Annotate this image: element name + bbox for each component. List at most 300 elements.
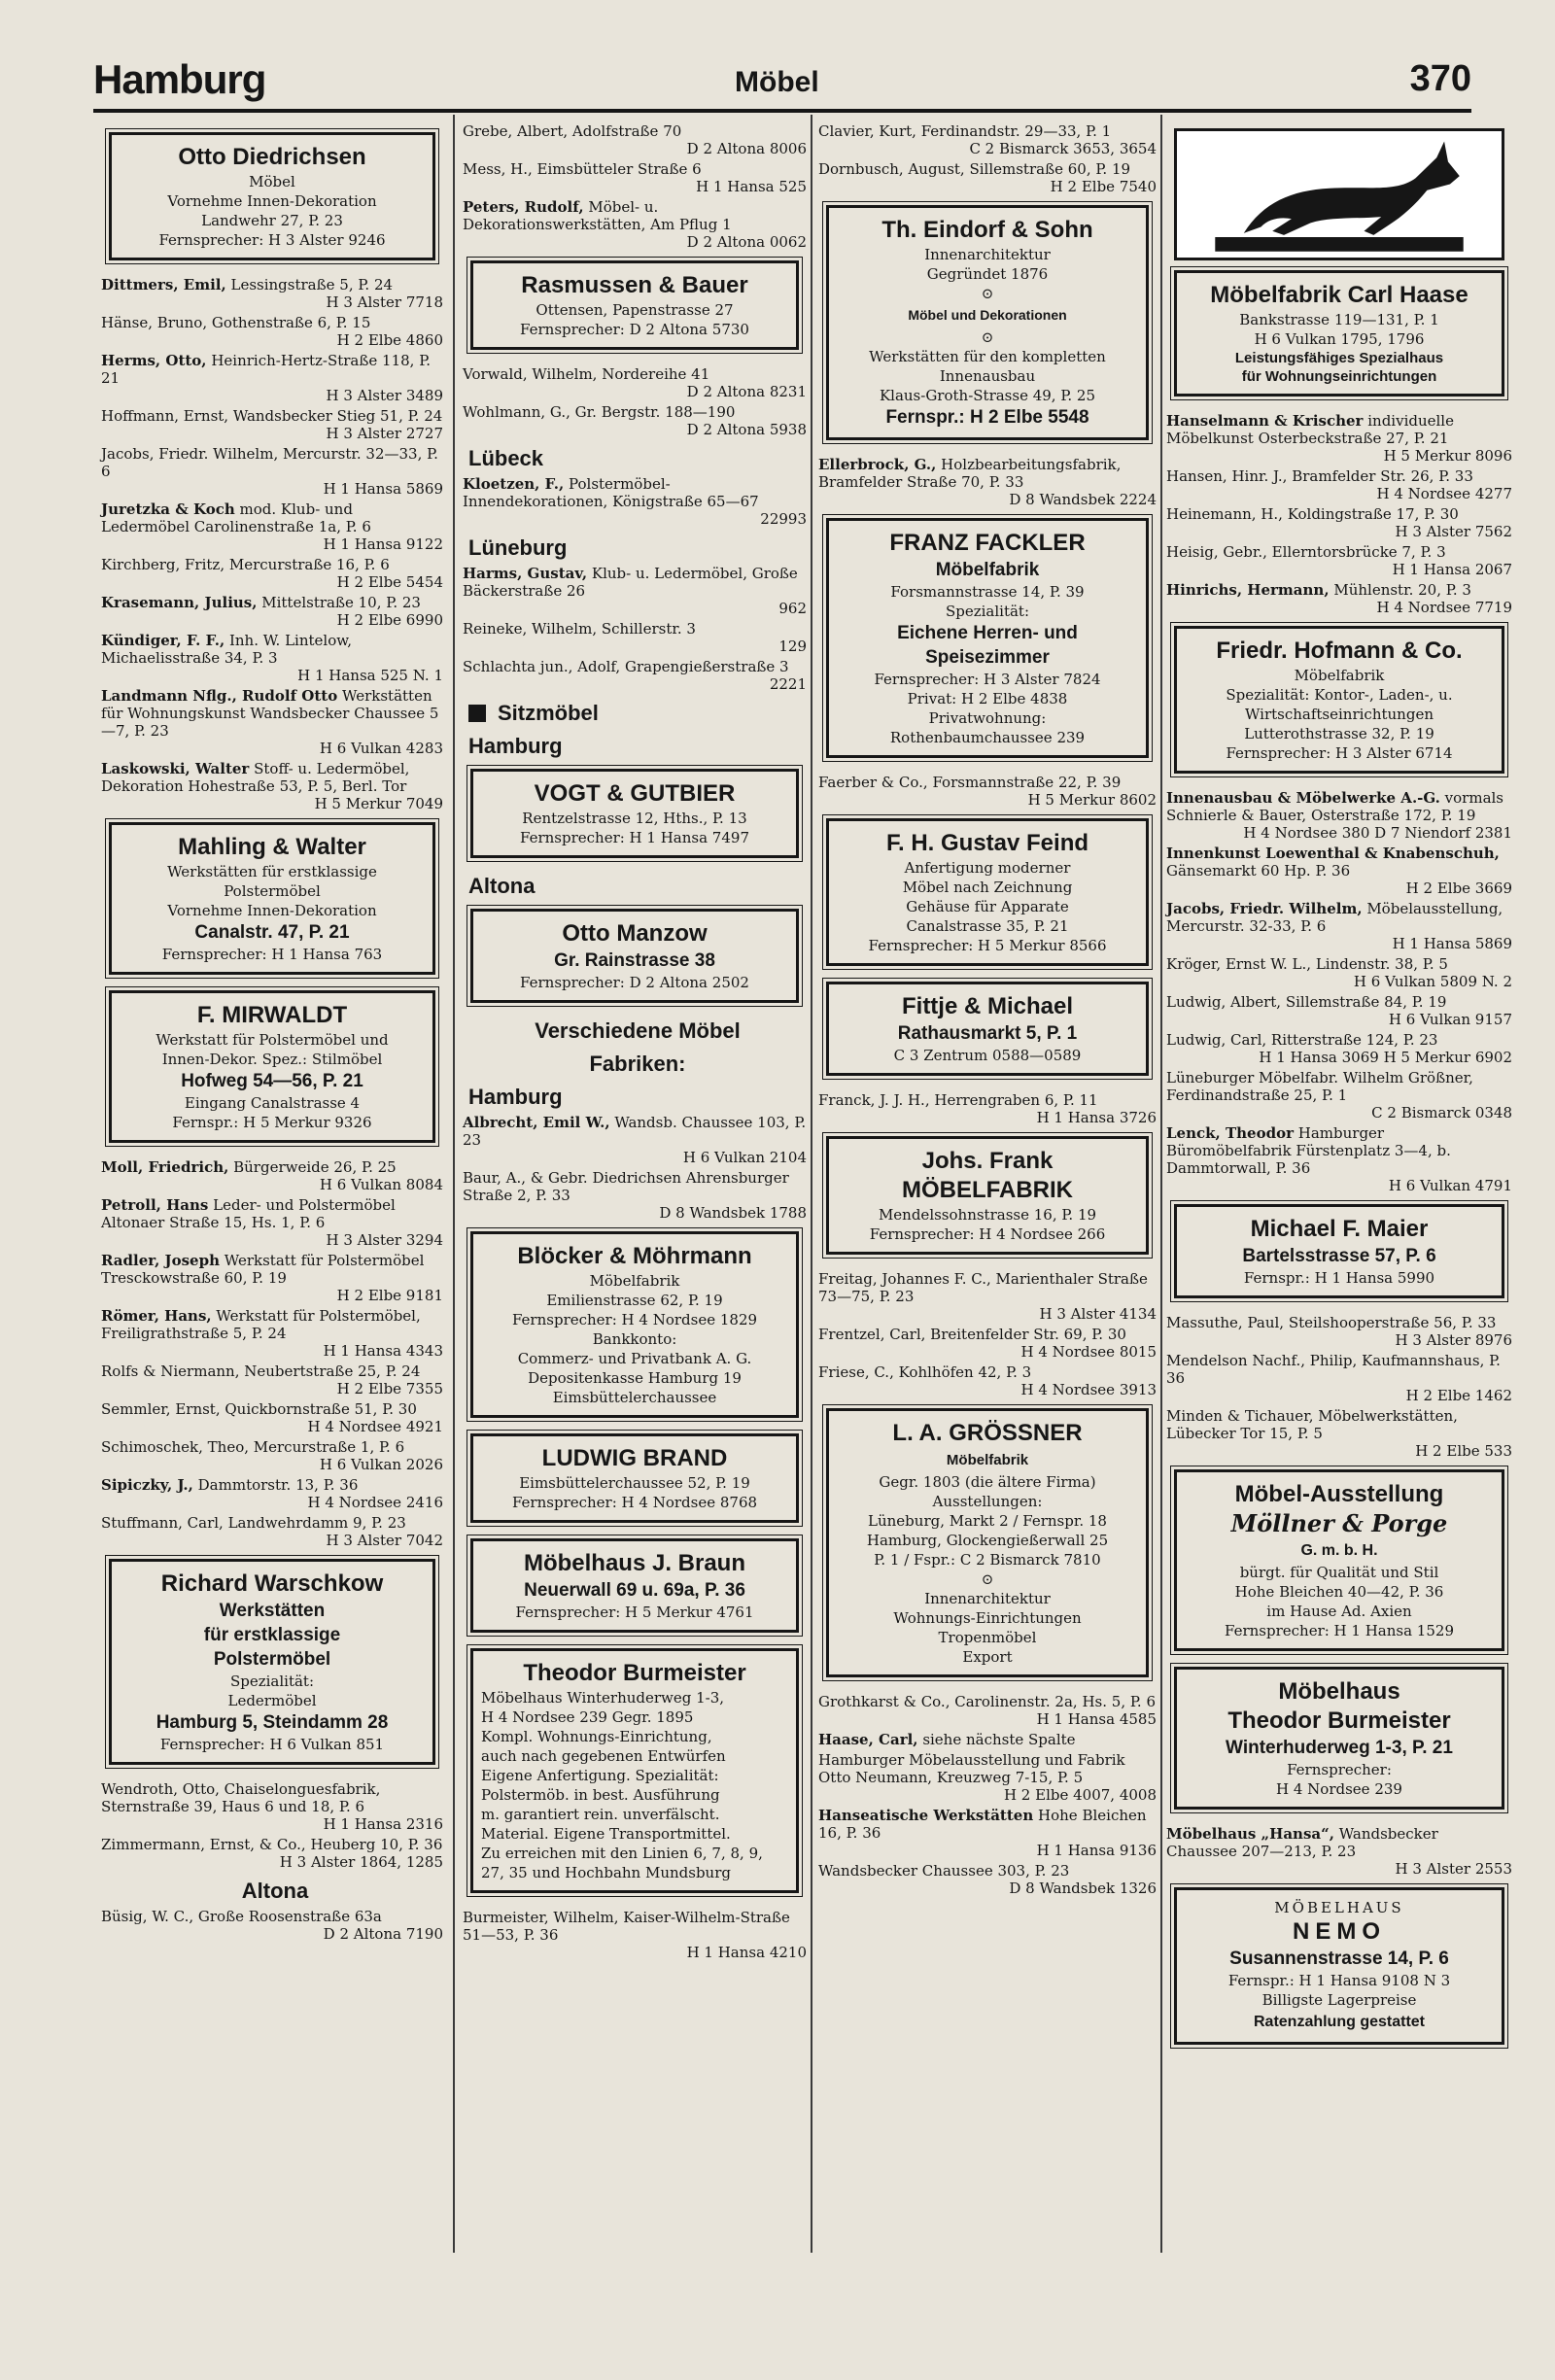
ad-line: Bankkonto: bbox=[592, 1330, 677, 1348]
header-city: Hamburg bbox=[93, 56, 266, 102]
directory-entry bbox=[818, 1326, 1157, 1361]
ad-line: bürgt. für Qualität und Stil bbox=[1239, 1564, 1439, 1581]
entry-details: Gänsemarkt 60 Hp. P. 36 bbox=[1166, 862, 1351, 880]
entry-name: Landmann Nflg., Rudolf Otto bbox=[101, 687, 338, 705]
ad-title: Th. Eindorf & Sohn bbox=[881, 217, 1093, 243]
entry-phone: H 4 Nordsee 2416 bbox=[307, 1494, 443, 1511]
ad-line: C 3 Zentrum 0588—0589 bbox=[893, 1047, 1082, 1064]
entry-phone: D 2 Altona 8231 bbox=[686, 383, 807, 400]
entry-phone: H 3 Alster 7718 bbox=[326, 293, 443, 311]
entry-details: Mittelstraße 10, P. 23 bbox=[261, 594, 421, 611]
ad-title: Möbelfabrik Carl Haase bbox=[1210, 282, 1469, 308]
entry-list bbox=[1166, 412, 1512, 616]
column-divider bbox=[811, 115, 812, 2253]
directory-entry bbox=[463, 1114, 807, 1166]
entry-phone: H 4 Nordsee 3913 bbox=[1020, 1381, 1157, 1398]
entry-name: Moll, Friedrich, bbox=[101, 1158, 229, 1176]
ad-line: Gehäuse für Apparate bbox=[906, 898, 1069, 915]
entry-details: Wohlmann, G., Gr. Bergstr. 188—190 bbox=[463, 403, 736, 421]
entry-name: Kündiger, F. F., bbox=[101, 632, 225, 649]
directory-entry bbox=[101, 1158, 443, 1193]
directory-entry bbox=[101, 407, 443, 442]
entry-details: Frentzel, Carl, Breitenfelder Str. 69, P. 30 bbox=[818, 1326, 1126, 1343]
entry-details: Kröger, Ernst W. L., Lindenstr. 38, P. 5 bbox=[1166, 955, 1448, 973]
directory-entry bbox=[101, 1362, 443, 1397]
entry-phone: H 6 Vulkan 2026 bbox=[319, 1456, 443, 1473]
ad-theodor-burmeister bbox=[470, 1648, 799, 1893]
header-section: Möbel bbox=[735, 66, 819, 98]
ad-friedr-hofmann bbox=[1174, 626, 1504, 774]
ad-subtitle: MÖBELFABRIK bbox=[902, 1177, 1073, 1203]
entry-details: Ludwig, Albert, Sillemstraße 84, P. 19 bbox=[1166, 993, 1447, 1011]
entry-details: individuelle Möbelkunst Osterbeckstraße 27, P. 21 bbox=[1166, 412, 1454, 447]
ad-line: Innenarchitektur bbox=[924, 246, 1051, 263]
entry-details: Heinemann, H., Koldingstraße 17, P. 30 bbox=[1166, 505, 1459, 523]
entry-phone: D 8 Wandsbek 1326 bbox=[1009, 1880, 1157, 1897]
directory-entry bbox=[101, 1307, 443, 1360]
entry-phone: H 4 Nordsee 8015 bbox=[1020, 1343, 1157, 1361]
entry-details: Grebe, Albert, Adolfstraße 70 bbox=[463, 122, 682, 140]
entry-phone: H 1 Hansa 2316 bbox=[323, 1815, 443, 1833]
directory-entry bbox=[101, 1780, 443, 1833]
ad-title: LUDWIG BRAND bbox=[541, 1445, 728, 1471]
entry-name: Harms, Gustav, bbox=[463, 565, 588, 582]
directory-entry bbox=[818, 774, 1157, 809]
directory-entry bbox=[818, 1693, 1157, 1728]
directory-entry bbox=[463, 1909, 807, 1961]
entry-details: Mess, H., Eimsbütteler Straße 6 bbox=[463, 160, 702, 178]
entry-details: Hamburger Büromöbelfabrik Fürstenplatz 3—4, b. Dammtorwall, P. 36 bbox=[1166, 1124, 1451, 1177]
entry-details: Möbel- u. Dekorationswerkstätten, Am Pflug 1 bbox=[463, 198, 732, 233]
entry-details: Hamburger Möbelausstellung und Fabrik Otto Neumann, Kreuzweg 7-15, P. 5 bbox=[818, 1751, 1125, 1786]
ad-line: Innenarchitektur bbox=[924, 1590, 1051, 1607]
ad-mahling-walter bbox=[109, 822, 435, 975]
directory-entry bbox=[101, 1514, 443, 1549]
entry-phone: H 1 Hansa 5869 bbox=[1392, 935, 1512, 952]
ad-line: Material. Eigene Transportmittel. bbox=[481, 1825, 731, 1843]
ad-line: im Hause Ad. Axien bbox=[1266, 1603, 1412, 1620]
ad-line: Landwehr 27, P. 23 bbox=[201, 212, 343, 229]
entry-phone: D 2 Altona 8006 bbox=[686, 140, 807, 157]
entry-details: Wendroth, Otto, Chaiselonguesfabrik, Sternstraße 39, Haus 6 und 18, P. 6 bbox=[101, 1780, 381, 1815]
entry-phone: H 1 Hansa 2067 bbox=[1392, 561, 1512, 578]
entry-details: Möbelausstellung, Mercurstr. 32-33, P. 6 bbox=[1166, 900, 1503, 935]
entry-details: Büsig, W. C., Große Roosenstraße 63a bbox=[101, 1908, 382, 1925]
directory-entry bbox=[463, 658, 807, 693]
directory-entry bbox=[101, 445, 443, 498]
entry-details: Werkstatt für Polstermöbel Tresckowstraße 60, P. 19 bbox=[101, 1252, 425, 1287]
directory-entry bbox=[101, 352, 443, 404]
entry-details: Werkstatt für Polstermöbel, Freiligrathstraße 5, P. 24 bbox=[101, 1307, 421, 1342]
directory-entry bbox=[101, 1438, 443, 1473]
ad-line: Commerz- und Privatbank A. G. bbox=[517, 1350, 752, 1367]
ad-line: für erstklassige bbox=[203, 1625, 341, 1645]
entry-list bbox=[463, 475, 807, 528]
ad-line: Klaus-Groth-Strasse 49, P. 25 bbox=[879, 387, 1096, 404]
directory-entry bbox=[101, 687, 443, 757]
entry-phone: H 3 Alster 1864, 1285 bbox=[279, 1853, 443, 1871]
ad-mirwaldt bbox=[109, 990, 435, 1143]
directory-entry bbox=[818, 1270, 1157, 1323]
ad-line: Fernsprecher: H 4 Nordsee 266 bbox=[869, 1225, 1106, 1243]
ad-subtitle: Möbelfabrik bbox=[946, 1452, 1029, 1468]
entry-details: Faerber & Co., Forsmannstraße 22, P. 39 bbox=[818, 774, 1122, 791]
entry-name: Jacobs, Friedr. Wilhelm, bbox=[1166, 900, 1363, 917]
ad-title: VOGT & GUTBIER bbox=[534, 780, 736, 807]
entry-phone: H 3 Alster 2727 bbox=[326, 425, 443, 442]
entry-list bbox=[463, 122, 807, 251]
ad-rasmussen-bauer bbox=[470, 260, 799, 350]
page-number: 370 bbox=[1409, 58, 1471, 99]
ad-title: Theodor Burmeister bbox=[523, 1660, 746, 1686]
entry-phone: C 2 Bismarck 0348 bbox=[1371, 1104, 1512, 1121]
directory-entry bbox=[101, 1476, 443, 1511]
entry-details: Minden & Tichauer, Möbelwerkstätten, Lübecker Tor 15, P. 5 bbox=[1166, 1407, 1458, 1442]
entry-name: Innenkunst Loewenthal & Knabenschuh, bbox=[1166, 845, 1500, 862]
ad-line: Bartelsstrasse 57, P. 6 bbox=[1242, 1246, 1436, 1266]
ad-line: Gr. Rainstrasse 38 bbox=[554, 950, 715, 971]
ad-line: Innen-Dekor. Spez.: Stilmöbel bbox=[161, 1051, 383, 1068]
ad-line: Hamburg 5, Steindamm 28 bbox=[156, 1712, 389, 1733]
directory-entry bbox=[818, 1363, 1157, 1398]
directory-entry bbox=[1166, 1069, 1512, 1121]
ad-line: Fernspr.: H 1 Hansa 9108 N 3 bbox=[1227, 1972, 1451, 1989]
ad-line: Möbelhaus Winterhuderweg 1-3, bbox=[481, 1689, 725, 1707]
ad-vogt-gutbier bbox=[470, 769, 799, 858]
ad-line: Canalstr. 47, P. 21 bbox=[194, 922, 350, 943]
ornament-icon: ⊙ bbox=[981, 1570, 994, 1588]
ad-line: Theodor Burmeister bbox=[1227, 1707, 1451, 1734]
ad-fackler bbox=[826, 518, 1149, 758]
entry-name: Petroll, Hans bbox=[101, 1196, 209, 1214]
entry-details: Hohe Bleichen 16, P. 36 bbox=[818, 1807, 1147, 1842]
entry-phone: H 1 Hansa 525 bbox=[696, 178, 807, 195]
entry-name: Krasemann, Julius, bbox=[101, 594, 258, 611]
directory-entry bbox=[463, 620, 807, 655]
directory-entry bbox=[101, 1252, 443, 1304]
directory-entry bbox=[101, 1400, 443, 1435]
ad-line: Eichene Herren- und bbox=[897, 623, 1078, 643]
entry-phone: D 8 Wandsbek 1788 bbox=[659, 1204, 807, 1222]
entry-details: Dammtorstr. 13, P. 36 bbox=[197, 1476, 359, 1494]
ad-title: Rasmussen & Bauer bbox=[521, 272, 748, 298]
ad-line: Ottensen, Papenstrasse 27 bbox=[536, 301, 734, 319]
ad-line: Fernspr.: H 5 Merkur 9326 bbox=[172, 1114, 372, 1131]
directory-entry bbox=[101, 594, 443, 629]
ad-line: Fernsprecher: H 4 Nordsee 1829 bbox=[511, 1311, 758, 1328]
ad-line: Fernspr.: H 1 Hansa 5990 bbox=[1243, 1269, 1435, 1287]
ad-line: H 6 Vulkan 1795, 1796 bbox=[1254, 330, 1425, 348]
ad-line: Polstermöbel bbox=[224, 882, 321, 900]
entry-name: Lenck, Theodor bbox=[1166, 1124, 1294, 1142]
directory-entry bbox=[1166, 1314, 1512, 1349]
ad-line: Kompl. Wohnungs-Einrichtung, bbox=[481, 1728, 712, 1745]
section-subheading: Hamburg bbox=[468, 734, 563, 758]
ad-michael-maier bbox=[1174, 1204, 1504, 1298]
ad-diedrichsen bbox=[109, 132, 435, 260]
ad-line: Wirtschaftseinrichtungen bbox=[1245, 706, 1434, 723]
entry-name: Hanseatische Werkstätten bbox=[818, 1807, 1034, 1824]
ad-line: Ausstellungen: bbox=[932, 1493, 1043, 1510]
entry-phone: C 2 Bismarck 3653, 3654 bbox=[969, 140, 1157, 157]
ad-title: Otto Diedrichsen bbox=[178, 144, 366, 170]
ad-line: für Wohnungseinrichtungen bbox=[1241, 368, 1437, 385]
ornament-icon: ⊙ bbox=[981, 285, 994, 302]
entry-details: Grothkarst & Co., Carolinenstr. 2a, Hs. 5, P. 6 bbox=[818, 1693, 1156, 1710]
ad-line: Tropenmöbel bbox=[938, 1629, 1037, 1646]
column-divider bbox=[453, 115, 455, 2253]
column-divider bbox=[1160, 115, 1162, 2253]
entry-list bbox=[1166, 1314, 1512, 1460]
entry-details: Wandsbecker Chaussee 207—213, P. 23 bbox=[1166, 1825, 1438, 1860]
ad-line: Eigene Anfertigung. Spezialität: bbox=[481, 1767, 719, 1784]
entry-phone: H 4 Nordsee 4921 bbox=[307, 1418, 443, 1435]
ad-line: 27, 35 und Hochbahn Mundsburg bbox=[481, 1864, 731, 1881]
entry-phone: H 3 Alster 7562 bbox=[1395, 523, 1512, 540]
entry-phone: H 5 Merkur 8096 bbox=[1383, 447, 1512, 465]
entry-name: Haase, Carl, bbox=[818, 1731, 918, 1748]
ad-line: H 4 Nordsee 239 bbox=[1276, 1780, 1402, 1798]
directory-entry bbox=[1166, 1352, 1512, 1404]
directory-entry bbox=[818, 1807, 1157, 1859]
entry-phone: H 5 Merkur 7049 bbox=[314, 795, 443, 812]
entry-details: Lüneburger Möbelfabr. Wilhelm Größner, Ferdinandstraße 25, P. 1 bbox=[1166, 1069, 1473, 1104]
ad-line: Möbel bbox=[249, 173, 295, 190]
entry-name: Albrecht, Emil W., bbox=[463, 1114, 610, 1131]
entry-details: Wandsbecker Chaussee 303, P. 23 bbox=[818, 1862, 1070, 1880]
entry-details: Mendelson Nachf., Philip, Kaufmannshaus, P. 36 bbox=[1166, 1352, 1501, 1387]
entry-details: Reineke, Wilhelm, Schillerstr. 3 bbox=[463, 620, 696, 638]
ad-line: Ratenzahlung gestattet bbox=[1253, 2014, 1425, 2030]
ad-johs-frank bbox=[826, 1136, 1149, 1255]
ad-moebelhaus-nemo bbox=[1174, 1887, 1504, 2045]
ad-ludwig-brand bbox=[470, 1433, 799, 1523]
ad-line: Wohnungs-Einrichtungen bbox=[893, 1609, 1082, 1627]
directory-entry bbox=[463, 198, 807, 251]
entry-phone: 2221 bbox=[769, 675, 807, 693]
column-1 bbox=[101, 122, 443, 1946]
ad-line: Rothenbaumchaussee 239 bbox=[889, 729, 1086, 746]
ad-line: Speisezimmer bbox=[925, 647, 1050, 668]
ad-line: Susannenstrasse 14, P. 6 bbox=[1229, 1949, 1449, 1969]
ad-line: Hohe Bleichen 40—42, P. 36 bbox=[1234, 1583, 1444, 1601]
section-subheading: Hamburg bbox=[468, 1085, 563, 1109]
ad-line: Gegr. 1803 (die ältere Firma) bbox=[879, 1473, 1096, 1491]
entry-details: Stoff- u. Ledermöbel, Dekoration Hohestraße 53, P. 5, Berl. Tor bbox=[101, 760, 410, 795]
entry-name: Innenausbau & Möbelwerke A.-G. bbox=[1166, 789, 1440, 807]
ad-title: Richard Warschkow bbox=[160, 1570, 384, 1597]
entry-phone: H 2 Elbe 3669 bbox=[1405, 880, 1512, 897]
entry-details: Ludwig, Carl, Ritterstraße 124, P. 23 bbox=[1166, 1031, 1438, 1049]
entry-list bbox=[818, 774, 1157, 809]
ad-fittje-michael bbox=[826, 982, 1149, 1076]
ad-groessner bbox=[826, 1408, 1149, 1677]
ad-line: Mendelssohnstrasse 16, P. 19 bbox=[878, 1206, 1097, 1224]
ad-carl-haase bbox=[1174, 270, 1504, 397]
entry-phone: H 1 Hansa 525 N. 1 bbox=[297, 667, 443, 684]
entry-details: Holzbearbeitungsfabrik, Bramfelder Straße 70, P. 33 bbox=[818, 456, 1122, 491]
ad-manzow bbox=[470, 909, 799, 1003]
directory-entry bbox=[1166, 505, 1512, 540]
entry-phone: H 1 Hansa 5869 bbox=[323, 480, 443, 498]
entry-details: Kirchberg, Fritz, Mercurstraße 16, P. 6 bbox=[101, 556, 390, 573]
directory-entry bbox=[101, 276, 443, 311]
ad-line: Fernsprecher: H 5 Merkur 4761 bbox=[515, 1604, 754, 1621]
ad-line: Zu erreichen mit den Linien 6, 7, 8, 9, bbox=[481, 1845, 763, 1862]
ad-eindorf bbox=[826, 205, 1149, 440]
entry-name: Herms, Otto, bbox=[101, 352, 207, 369]
ad-line: Bankstrasse 119—131, P. 1 bbox=[1239, 311, 1439, 328]
ad-line: Spezialität: bbox=[945, 603, 1030, 620]
directory-entry bbox=[463, 475, 807, 528]
entry-list bbox=[818, 1091, 1157, 1126]
ad-line: Fernsprecher: H 3 Alster 7824 bbox=[874, 671, 1101, 688]
ad-line: Rathausmarkt 5, P. 1 bbox=[897, 1023, 1078, 1044]
entry-list bbox=[818, 1270, 1157, 1398]
ad-title: Möbelhaus bbox=[1278, 1678, 1400, 1705]
ad-line: Gegründet 1876 bbox=[926, 265, 1049, 283]
entry-list bbox=[463, 365, 807, 438]
running-head bbox=[93, 56, 1471, 111]
ad-line: Billigste Lagerpreise bbox=[1261, 1991, 1417, 2009]
ad-line: P. 1 / Fspr.: C 2 Bismarck 7810 bbox=[874, 1551, 1101, 1569]
ad-line: Fernsprecher: D 2 Altona 5730 bbox=[520, 321, 749, 338]
entry-phone: H 3 Alster 3294 bbox=[326, 1231, 443, 1249]
ad-line: Neuerwall 69 u. 69a, P. 36 bbox=[524, 1580, 745, 1601]
entry-phone: H 3 Alster 3489 bbox=[326, 387, 443, 404]
directory-entry bbox=[101, 632, 443, 684]
entry-name: Juretzka & Koch bbox=[101, 500, 235, 518]
entry-phone: H 2 Elbe 9181 bbox=[336, 1287, 443, 1304]
entry-details: mod. Klub- und Ledermöbel Carolinenstraße 1a, P. 6 bbox=[101, 500, 371, 535]
entry-list bbox=[463, 1114, 807, 1222]
entry-phone: H 2 Elbe 5454 bbox=[336, 573, 443, 591]
entry-name: Kloetzen, F., bbox=[463, 475, 565, 493]
directory-entry bbox=[818, 1091, 1157, 1126]
ad-line: Winterhuderweg 1-3, P. 21 bbox=[1226, 1738, 1453, 1758]
entry-list bbox=[101, 1158, 443, 1549]
ad-line: Fernsprecher: H 1 Hansa 7497 bbox=[519, 829, 749, 846]
ad-line: Möbel und Dekorationen bbox=[908, 307, 1067, 323]
entry-details: Hansen, Hinr. J., Bramfelder Str. 26, P. 33 bbox=[1166, 467, 1473, 485]
ad-line: Möbelfabrik bbox=[1294, 667, 1385, 684]
ad-line: Rentzelstrasse 12, Hths., P. 13 bbox=[522, 810, 747, 827]
entry-details: Freitag, Johannes F. C., Marienthaler Straße 73—75, P. 23 bbox=[818, 1270, 1148, 1305]
entry-phone: H 2 Elbe 6990 bbox=[336, 611, 443, 629]
entry-phone: H 2 Elbe 4007, 4008 bbox=[1003, 1786, 1157, 1804]
ad-line: Vornehme Innen-Dekoration bbox=[167, 902, 377, 919]
ad-title: MÖBELHAUS bbox=[1274, 1899, 1404, 1916]
entry-details: Jacobs, Friedr. Wilhelm, Mercurstr. 32—33, P. 6 bbox=[101, 445, 438, 480]
ad-line: Lutterothstrasse 32, P. 19 bbox=[1244, 725, 1434, 742]
ad-line: Möbel nach Zeichnung bbox=[902, 879, 1073, 896]
directory-entry bbox=[1166, 1407, 1512, 1460]
ad-line: Privat: H 2 Elbe 4838 bbox=[907, 690, 1068, 707]
entry-phone: H 6 Vulkan 4791 bbox=[1388, 1177, 1512, 1194]
entry-phone: H 3 Alster 4134 bbox=[1039, 1305, 1157, 1323]
ad-line: Fernspr.: H 2 Elbe 5548 bbox=[885, 407, 1089, 428]
entry-details: Klub- u. Ledermöbel, Große Bäckerstraße 26 bbox=[463, 565, 798, 600]
entry-phone: H 1 Hansa 4343 bbox=[323, 1342, 443, 1360]
ad-line: Fernsprecher: H 1 Hansa 763 bbox=[161, 946, 383, 963]
entry-details: Semmler, Ernst, Quickbornstraße 51, P. 30 bbox=[101, 1400, 417, 1418]
directory-entry bbox=[818, 456, 1157, 508]
entry-phone: H 3 Alster 7042 bbox=[326, 1532, 443, 1549]
section-subheading: Altona bbox=[468, 874, 536, 898]
ad-line: Fernsprecher: H 4 Nordsee 8768 bbox=[511, 1494, 758, 1511]
hare-logo-icon bbox=[1174, 128, 1504, 260]
directory-entry bbox=[1166, 993, 1512, 1028]
entry-details: Hänse, Bruno, Gothenstraße 6, P. 15 bbox=[101, 314, 371, 331]
entry-name: Hinrichs, Hermann, bbox=[1166, 581, 1330, 599]
directory-entry bbox=[1166, 1031, 1512, 1066]
entry-phone: D 2 Altona 5938 bbox=[686, 421, 807, 438]
ad-line: Depositenkasse Hamburg 19 bbox=[528, 1369, 742, 1387]
directory-entry bbox=[1166, 1825, 1512, 1878]
entry-details: Hoffmann, Ernst, Wandsbecker Stieg 51, P. 24 bbox=[101, 407, 443, 425]
ad-line: Emilienstrasse 62, P. 19 bbox=[546, 1292, 723, 1309]
ad-line: auch nach gegebenen Entwürfen bbox=[481, 1747, 726, 1765]
entry-name: Möbelhaus „Hansa“, bbox=[1166, 1825, 1334, 1843]
ad-line: Polstermöbel bbox=[213, 1649, 331, 1670]
column-4 bbox=[1166, 122, 1512, 2060]
entry-name: Römer, Hans, bbox=[101, 1307, 212, 1325]
ad-line: Eimsbüttelerchaussee bbox=[552, 1389, 717, 1406]
directory-entry bbox=[1166, 845, 1512, 897]
ad-line: Privatwohnung: bbox=[928, 709, 1047, 727]
section-heading-altona: Altona bbox=[241, 1879, 309, 1903]
entry-phone: H 4 Nordsee 7719 bbox=[1376, 599, 1512, 616]
entry-details: Inh. W. Lintelow, Michaelisstraße 34, P. 3 bbox=[101, 632, 353, 667]
entry-name: Hanselmann & Krischer bbox=[1166, 412, 1364, 430]
section-heading-verschiedene: Verschiedene Möbel bbox=[535, 1018, 741, 1043]
ad-line: Werkstätten für den kompletten bbox=[869, 348, 1106, 365]
entry-phone: H 1 Hansa 3069 H 5 Merkur 6902 bbox=[1259, 1049, 1512, 1066]
directory-entry bbox=[1166, 955, 1512, 990]
ad-line: Anfertigung moderner bbox=[904, 859, 1071, 877]
ad-line: G. m. b. H. bbox=[1300, 1542, 1378, 1559]
directory-entry bbox=[101, 1908, 443, 1943]
ad-line: Fernsprecher: H 6 Vulkan 851 bbox=[159, 1736, 385, 1753]
entry-phone: H 2 Elbe 4860 bbox=[336, 331, 443, 349]
ad-line: Eingang Canalstrasse 4 bbox=[184, 1094, 361, 1112]
entry-details: vormals Schnierle & Bauer, Osterstraße 172, P. 19 bbox=[1166, 789, 1504, 824]
ad-line: Fernsprecher: H 5 Merkur 8566 bbox=[868, 937, 1107, 954]
ad-line: Export bbox=[962, 1648, 1013, 1666]
ad-line: Eimsbüttelerchaussee 52, P. 19 bbox=[519, 1474, 750, 1492]
directory-entry bbox=[101, 500, 443, 553]
ad-title: Möbel-Ausstellung bbox=[1234, 1481, 1444, 1507]
entry-phone: H 4 Nordsee 4277 bbox=[1376, 485, 1512, 502]
directory-entry bbox=[101, 1196, 443, 1249]
directory-entry bbox=[463, 1169, 807, 1222]
ad-line: m. garantiert rein. unverfälscht. bbox=[481, 1806, 720, 1823]
entry-list bbox=[818, 456, 1157, 508]
directory-entry bbox=[463, 365, 807, 400]
ad-line: Fernsprecher: H 3 Alster 6714 bbox=[1226, 744, 1453, 762]
ad-moebelhaus-burmeister bbox=[1174, 1667, 1504, 1810]
entry-details: Werkstätten für Wohnungskunst Wandsbecker Chaussee 5—7, P. 23 bbox=[101, 687, 439, 740]
ad-line: Fernsprecher: H 3 Alster 9246 bbox=[158, 231, 386, 249]
entry-phone: H 1 Hansa 3726 bbox=[1036, 1109, 1157, 1126]
entry-details: Mühlenstr. 20, P. 3 bbox=[1333, 581, 1471, 599]
ad-line: Vornehme Innen-Dekoration bbox=[167, 192, 377, 210]
entry-phone: H 2 Elbe 7355 bbox=[336, 1380, 443, 1397]
ad-line: Werkstatt für Polstermöbel und bbox=[156, 1031, 389, 1049]
directory-entry bbox=[463, 122, 807, 157]
entry-phone: 129 bbox=[778, 638, 807, 655]
ad-title: L. A. GRÖSSNER bbox=[892, 1420, 1083, 1446]
